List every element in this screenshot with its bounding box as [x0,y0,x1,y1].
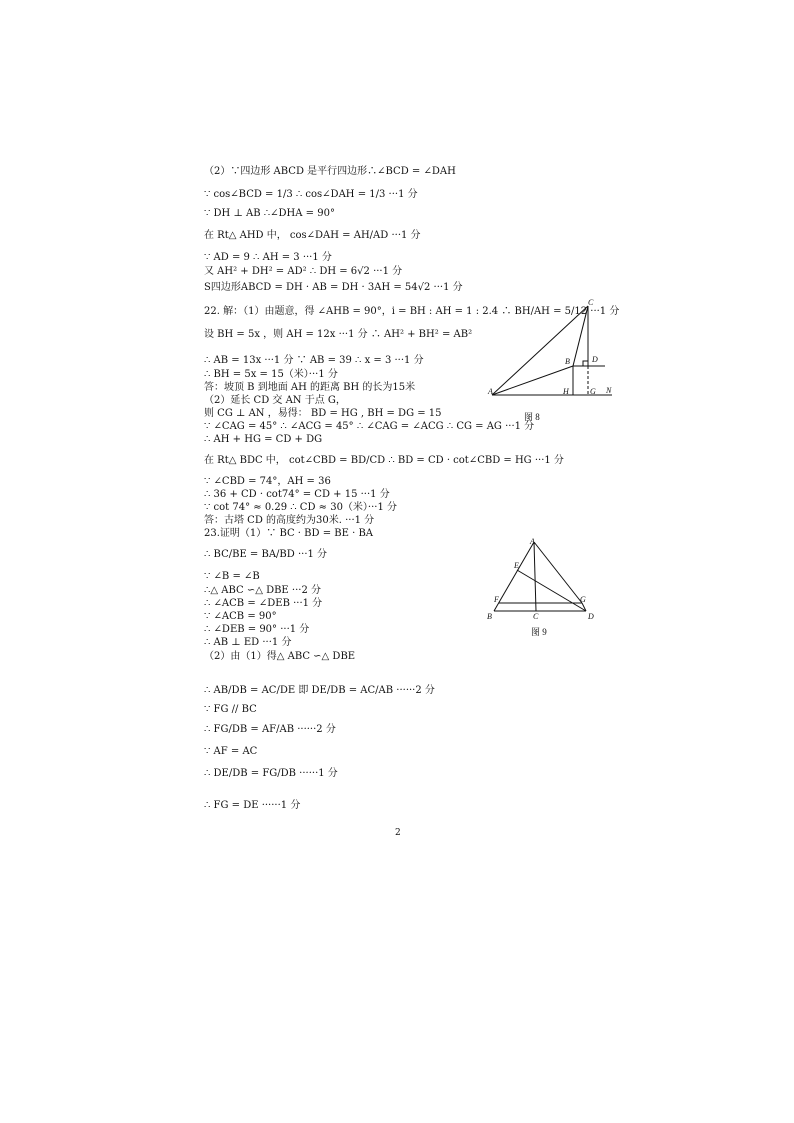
line-13: （2）延长 CD 交 AN 于点 G， [204,395,346,406]
fig8-point-h: H [563,387,569,396]
figure-8 [480,298,620,408]
line-7: S四边形ABCD = DH · AB = DH · 3AH = 54√2 ···1 分 [204,282,463,293]
line-20: ∵ cot 74° ≈ 0.29 ∴ CD ≈ 30（米）···1 分 [204,502,398,513]
line-14: 则 CG ⊥ AN ，易得： BD = HG , BH = DG = 15 [204,408,442,419]
line-31: ∴ AB/DB = AC/DE 即 DE/DB = AC/AB ······2 分 [204,685,435,696]
figure-8-caption: 图 8 [524,412,540,422]
line-30: （2）由（1）得△ ABC ∽△ DBE [204,651,356,662]
line-23: ∴ BC/BE = BA/BD ···1 分 [204,549,328,560]
fig9-point-d: D [588,612,594,621]
line-26: ∴ ∠ACB = ∠DEB ···1 分 [204,598,323,609]
fig8-point-d: D [592,355,598,364]
line-1: （2）∵四边形 ABCD 是平行四边形∴∠BCD = ∠DAH [204,166,456,177]
fig9-point-a: A [530,537,535,546]
line-32: ∵ FG // BC [204,704,257,715]
line-17: 在 Rt△ BDC 中， cot∠CBD = BD/CD ∴ BD = CD · cot∠CBD = HG ···1 分 [204,455,564,466]
line-21: 答：古塔 CD 的高度约为30米. ···1 分 [204,515,375,526]
line-15: ∵ ∠CAG = 45° ∴ ∠ACG = 45° ∴ ∠CAG = ∠ACG ∴ CG = AG ···1 分 [204,421,535,432]
line-28: ∴ ∠DEB = 90° ···1 分 [204,624,310,635]
figure-9 [490,538,600,618]
line-29: ∴ AB ⊥ ED ···1 分 [204,637,292,648]
line-18: ∵ ∠CBD = 74°，AH = 36 [204,476,331,487]
line-9: 设 BH = 5x ，则 AH = 12x ···1 分 ∴ AH² + BH² = AB² [204,329,473,340]
line-34: ∵ AF = AC [204,746,258,757]
fig9-point-b: B [487,612,492,621]
line-8: 22. 解：（1）由题意，得 ∠AHB = 90°，i = BH : AH = 1 : 2.4 ∴ BH/AH = 5/12 ···1 分 [204,306,620,317]
line-5: ∵ AD = 9 ∴ AH = 3 ···1 分 [204,252,332,263]
line-3: ∵ DH ⊥ AB ∴∠DHA = 90° [204,208,335,219]
line-19: ∴ 36 + CD · cot74° = CD + 15 ···1 分 [204,489,390,500]
figure-9-caption: 图 9 [531,627,547,637]
line-36: ∴ FG = DE ······1 分 [204,800,301,811]
line-33: ∴ FG/DB = AF/AB ······2 分 [204,724,336,735]
fig9-point-g: G [580,595,586,604]
line-25: ∴△ ABC ∽△ DBE ···2 分 [204,585,321,596]
line-22: 23.证明（1）∵ BC · BD = BE · BA [204,528,374,539]
line-10: ∴ AB = 13x ···1 分 ∵ AB = 39 ∴ x = 3 ···1 分 [204,355,424,366]
fig9-point-f: F [494,595,499,604]
line-16: ∴ AH + HG = CD + DG [204,434,323,445]
line-6: 又 AH² + DH² = AD² ∴ DH = 6√2 ···1 分 [204,266,403,277]
fig8-point-c: C [588,298,594,307]
line-11: ∴ BH = 5x = 15（米）···1 分 [204,369,338,380]
fig9-point-e: E [514,561,519,570]
line-35: ∴ DE/DB = FG/DB ······1 分 [204,768,338,779]
line-27: ∵ ∠ACB = 90° [204,611,277,622]
page-number: 2 [395,828,401,838]
fig8-point-n: N [606,386,612,395]
line-4: 在 Rt△ AHD 中， cos∠DAH = AH/AD ···1 分 [204,230,421,241]
line-12: 答：坡顶 B 到地面 AH 的距离 BH 的长为15米 [204,382,416,393]
line-24: ∵ ∠B = ∠B [204,571,260,582]
fig8-point-a: A [488,387,493,396]
fig9-point-c: C [533,612,539,621]
fig8-point-b: B [565,357,570,366]
line-2: ∵ cos∠BCD = 1/3 ∴ cos∠DAH = 1/3 ···1 分 [204,189,418,200]
fig8-point-g: G [590,387,596,396]
